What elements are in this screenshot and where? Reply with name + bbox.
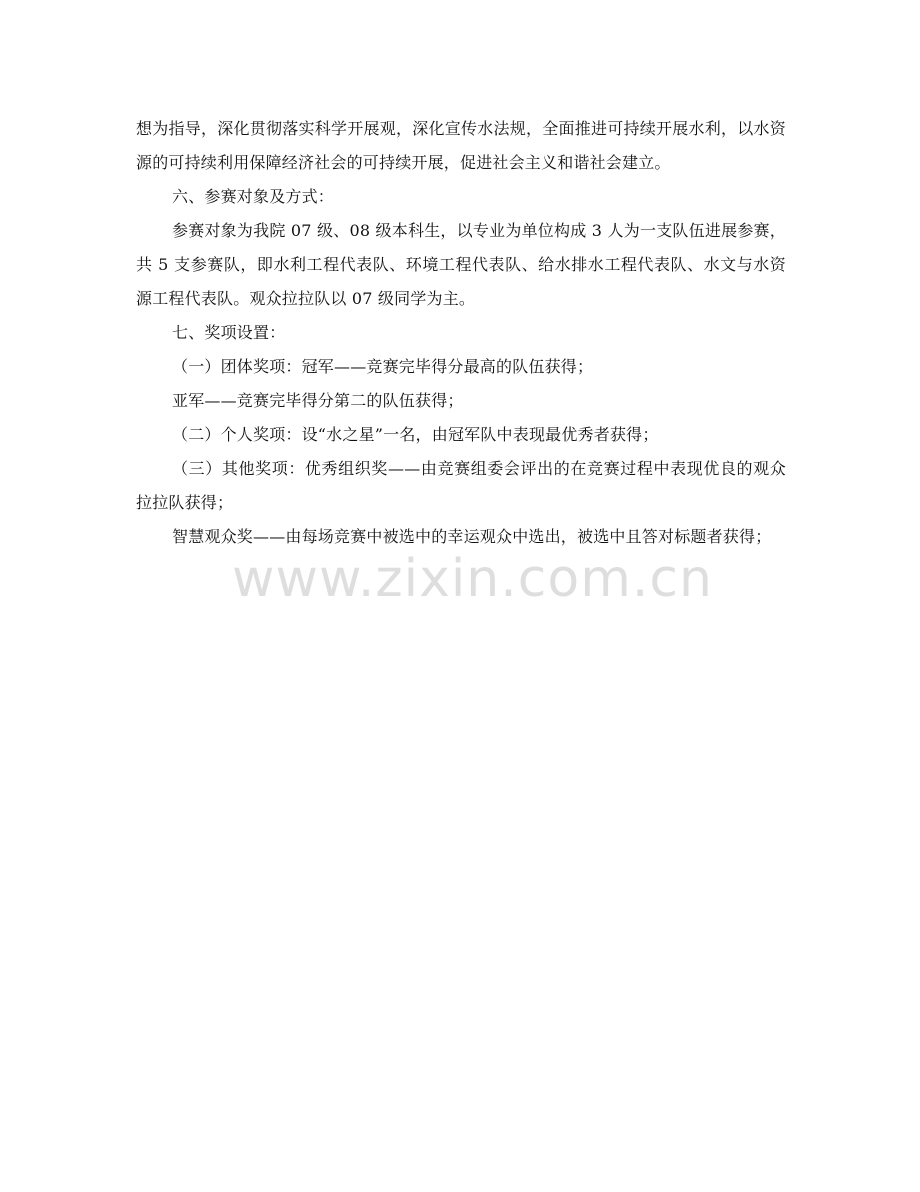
heading-participants: 六、参赛对象及方式： [172, 187, 335, 206]
paragraph-participants: 参赛对象为我院 07 级、08 级本科生，以专业为单位构成 3 人为一支队伍进展参赛，共 5 支参赛队，即水利工程代表队、环境工程代表队、给水排水工程代表队、水文与水资源工程代表队。观众拉拉队以 07 级同学为主。 [136, 221, 786, 308]
paragraph-runner-up: 亚军——竞赛完毕得分第二的队伍获得； [172, 391, 464, 410]
paragraph-other-awards: （三）其他奖项：优秀组织奖——由竞赛组委会评出的在竞赛过程中表现优良的观众拉拉队获得； [136, 459, 786, 512]
document-body [136, 112, 786, 554]
paragraph-individual-award: （二）个人奖项：设“水之星”一名，由冠军队中表现最优秀者获得； [172, 425, 659, 444]
paragraph-team-award: （一）团体奖项：冠军——竞赛完毕得分最高的队伍获得； [172, 357, 594, 376]
heading-awards: 七、奖项设置： [172, 323, 286, 342]
watermark-text: www.zixin.com.cn [232, 549, 713, 609]
paragraph-audience-award: 智慧观众奖——由每场竞赛中被选中的幸运观众中选出，被选中且答对标题者获得； [172, 527, 772, 546]
paragraph-guidance-continued: 想为指导，深化贯彻落实科学开展观，深化宣传水法规，全面推进可持续开展水利，以水资源的可持续利用保障经济社会的可持续开展，促进社会主义和谐社会建立。 [136, 119, 786, 172]
